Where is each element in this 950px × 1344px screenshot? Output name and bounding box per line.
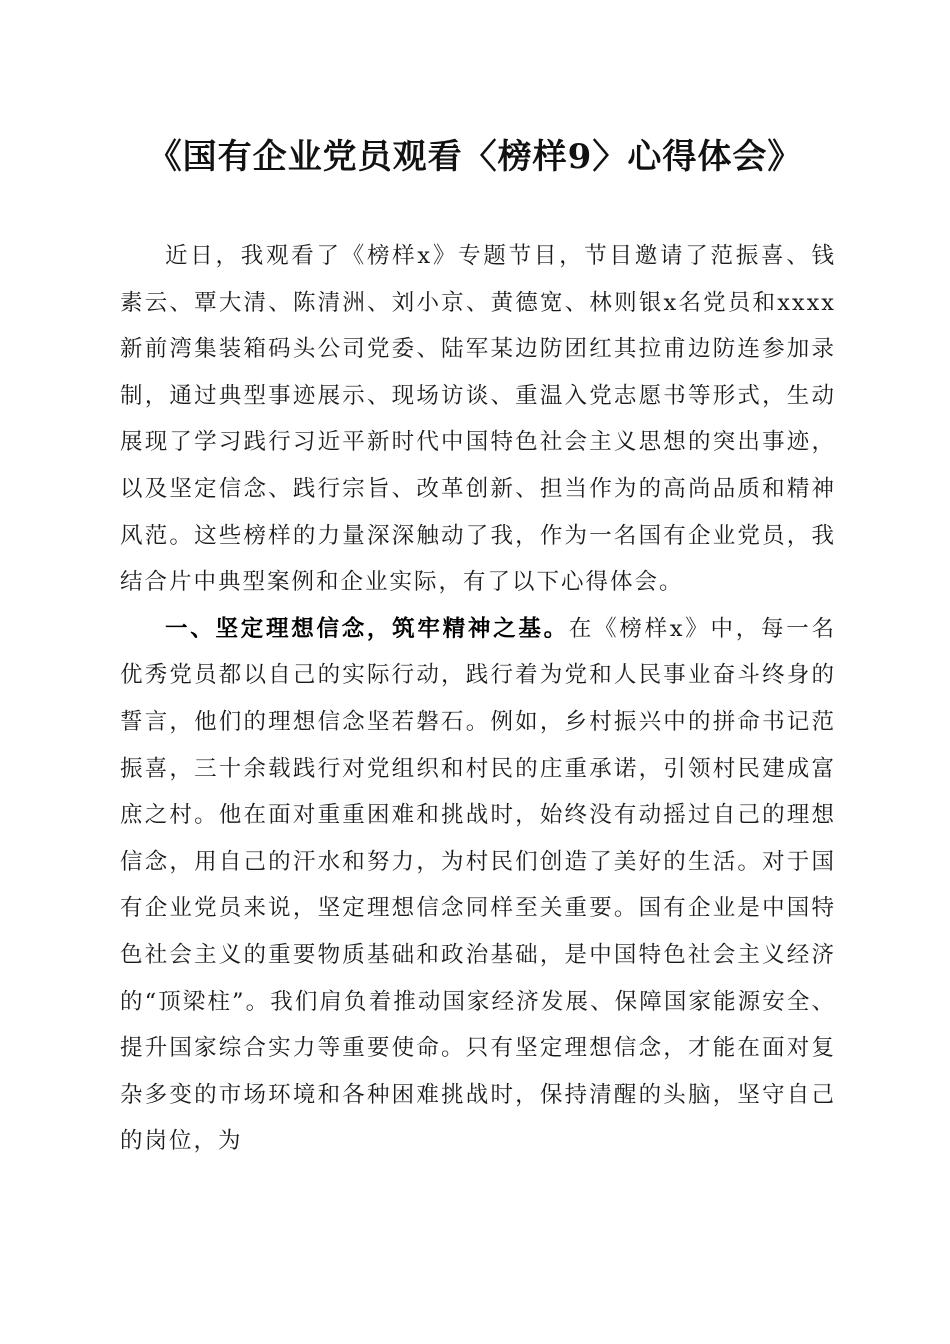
section-one-paragraph — [120, 606, 836, 1165]
document-body — [120, 233, 836, 1165]
document-title: 《国有企业党员观看〈榜样9〉心得体会》 — [147, 137, 803, 177]
intro-paragraph — [120, 233, 836, 606]
intro-paragraph-text: 近日，我观看了《榜样x》专题节目，节目邀请了范振喜、钱素云、覃大清、陈清洲、刘小京、黄德宽、林则银x名党员和xxxx新前湾集装箱码头公司党委、陆军某边防团红其拉甫边防连参加录制，通过典型事迹展示、现场访谈、重温入党志愿书等形式，生动展现了学习践行习近平新时代中国特色社会主义思想的突出事迹，以及坚定信念、践行宗旨、改革创新、担当作为的高尚品质和精神风范。这些榜样的力量深深触动了我，作为一名国有企业党员，我结合片中典型案例和企业实际，有了以下心得体会。 — [120, 243, 836, 596]
section-one-heading: 一、坚定理想信念，筑牢精神之基。 — [165, 615, 569, 642]
section-one-text: 在《榜样x》中，每一名优秀党员都以自己的实际行动，践行着为党和人民事业奋斗终身的誓言，他们的理想信念坚若磐石。例如，乡村振兴中的拼命书记范振喜，三十余载践行对党组织和村民的庄重承诺，引领村民建成富庶之村。他在面对重重困难和挑战时，始终没有动摇过自己的理想信念，用自己的汗水和努力，为村民们创造了美好的生活。对于国有企业党员来说，坚定理想信念同样至关重要。国有企业是中国特色社会主义的重要物质基础和政治基础，是中国特色社会主义经济的“顶梁柱”。我们肩负着推动国家经济发展、保障国家能源安全、提升国家综合实力等重要使命。只有坚定理想信念，才能在面对复杂多变的市场环境和各种困难挑战时，保持清醒的头脑，坚守自己的岗位，为 — [120, 615, 836, 1155]
